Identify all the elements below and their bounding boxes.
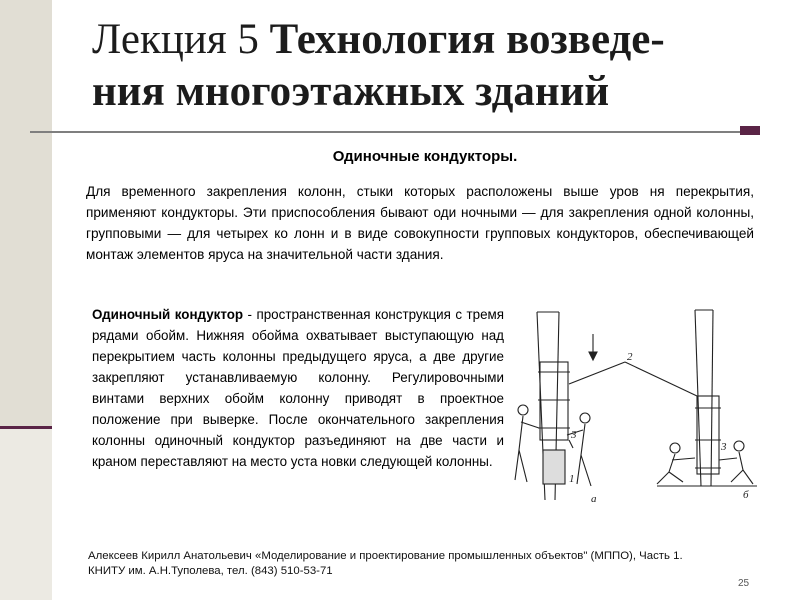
slide-title [92, 14, 782, 118]
figure-label-1: 1 [569, 473, 575, 485]
description-term: Одиночный кондуктор [92, 307, 244, 322]
title-divider [30, 131, 760, 133]
left-accent-line [0, 426, 52, 429]
footer-credit [88, 549, 748, 579]
left-decor-band-upper [0, 0, 52, 428]
footer-line-2: КНИТУ им. А.Н.Туполева, тел. (843) 510-53-71 [88, 565, 333, 577]
title-line1: Технология возведе- [269, 16, 665, 63]
conductor-illustration [507, 300, 759, 518]
lower-column-a [543, 450, 565, 484]
section-heading: Одиночные кондукторы. [332, 148, 518, 165]
description-paragraph [92, 304, 504, 472]
page-number: 25 [738, 578, 750, 589]
figure-label-3a: 3 [571, 429, 577, 441]
description-text: - пространственная конструкция с тремя рядами обойм. Нижняя обойма охватывает выступающую над перекрытием часть колонны предыдущего яруса, а две другие закрепляют устанавливаемую колонну. Регулировочными винтами верхних обойм колонну приводят в проектное положение при выверке. После окончательного закрепления колонны одиночный кондуктор разъединяют на две части и краном переставляют на место уста новки следующей колонны. [92, 307, 504, 469]
figure-caption-a: а [591, 493, 597, 505]
figure-label-3b: 3 [721, 441, 727, 453]
title-divider-accent [740, 126, 760, 135]
figure-label-2: 2 [627, 351, 633, 363]
footer-line-1: Алексеев Кирилл Анатольевич «Моделирование и проектирование промышленных объектов" (МППО), Часть 1. [88, 550, 683, 562]
title-prefix: Лекция 5 [92, 16, 270, 63]
title-line2: ния многоэтажных зданий [92, 68, 610, 115]
figure-caption-b: б [743, 489, 749, 501]
intro-paragraph: Для временного закрепления колонн, стыки которых расположены выше уров ня перекрытия, применяют кондукторы. Эти приспособления бывают оди ночными — для закрепления одной колонны, групповыми — для четырех ко лонн и в виде совокупности групповых кондукторов, обеспечивающей монтаж элементов яруса на значительной части здания. [86, 184, 754, 262]
